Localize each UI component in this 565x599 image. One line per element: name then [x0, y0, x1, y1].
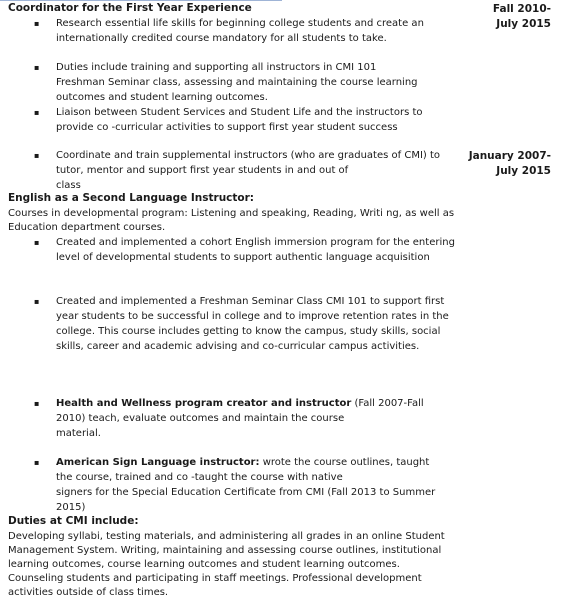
list-item-line: level of developmental students to support authentic language acquisition	[56, 252, 430, 263]
list-item-line: the course, trained and co -taught the course with native	[56, 472, 343, 483]
list-item-line: Research essential life skills for beginning college students and create an	[56, 18, 424, 29]
role-title: Health and Wellness program creator and instructor	[56, 398, 352, 409]
paragraph-line: Management System. Writing, maintaining and assessing course outlines, institutional	[8, 545, 442, 556]
role-title: American Sign Language instructor:	[56, 457, 260, 468]
list-item-line: 2010) teach, evaluate outcomes and maintain the course	[56, 413, 345, 424]
list-item-line: skills, career and academic advising and co-curricular campus activities.	[56, 341, 420, 352]
list-item-line: year students to be successful in college and to improve retention rates in the	[56, 311, 449, 322]
date-range-supplemental	[469, 149, 551, 179]
date-start: January 2007-	[468, 150, 551, 162]
bullet-icon: ▪	[34, 151, 40, 160]
list-item-line: tutor, mentor and support first year students in and out of	[56, 165, 349, 176]
list-item-line: Coordinate and train supplemental instructors (who are graduates of CMI) to	[56, 150, 441, 161]
list-item-line: Created and implemented a Freshman Seminar Class CMI 101 to support first	[56, 296, 445, 307]
paragraph-line: Counseling students and participating in staff meetings. Professional development	[8, 573, 422, 584]
list-item-line	[56, 456, 429, 469]
list-item-line: outcomes and student learning outcomes.	[56, 92, 268, 103]
date-start: Fall 2010-	[492, 3, 551, 15]
list-item-line: Created and implemented a cohort English immersion program for the entering	[56, 237, 455, 248]
section-title-duties: Duties at CMI include:	[8, 515, 139, 527]
bullet-icon: ▪	[34, 297, 40, 306]
date-end: July 2015	[496, 18, 551, 30]
date-end: July 2015	[496, 165, 551, 177]
list-item-line: Duties include training and supporting all instructors in CMI 101	[56, 62, 377, 73]
paragraph-line: activities outside of class times.	[8, 587, 169, 598]
bullet-icon: ▪	[34, 458, 40, 467]
list-item-line	[56, 397, 424, 410]
date-range-coordinator	[493, 2, 551, 32]
intro-line: Education department courses.	[8, 222, 166, 233]
bullet-icon: ▪	[34, 63, 40, 72]
list-item-line: class	[56, 180, 81, 191]
list-item-line: material.	[56, 428, 101, 439]
paragraph-line: learning outcomes, course learning outcomes and student learning outcomes.	[8, 559, 400, 570]
list-item-line: provide co -curricular activities to support first year student success	[56, 122, 398, 133]
list-item-line: college. This course includes getting to know the campus, study skills, social	[56, 326, 441, 337]
role-detail: wrote the course outlines, taught	[262, 457, 430, 468]
list-item-line: internationally credited course mandatory for all students to take.	[56, 33, 387, 44]
list-item-line: signers for the Special Education Certificate from CMI (Fall 2013 to Summer	[56, 487, 436, 498]
paragraph-line: Developing syllabi, testing materials, and administering all grades in an online Student	[8, 531, 445, 542]
top-rule	[0, 0, 282, 1]
bullet-icon: ▪	[34, 238, 40, 247]
list-item-line: Liaison between Student Services and Student Life and the instructors to	[56, 107, 423, 118]
intro-line: Courses in developmental program: Listening and speaking, Reading, Writi ng, as well as	[8, 208, 455, 219]
section-title-esl: English as a Second Language Instructor:	[8, 192, 255, 204]
bullet-icon: ▪	[34, 108, 40, 117]
bullet-icon: ▪	[34, 19, 40, 28]
bullet-icon: ▪	[34, 399, 40, 408]
list-item-line: 2015)	[56, 502, 86, 513]
section-title-coordinator: Coordinator for the First Year Experience	[8, 2, 252, 14]
role-detail: (Fall 2007-Fall	[354, 398, 424, 409]
list-item-line: Freshman Seminar class, assessing and maintaining the course learning	[56, 77, 418, 88]
